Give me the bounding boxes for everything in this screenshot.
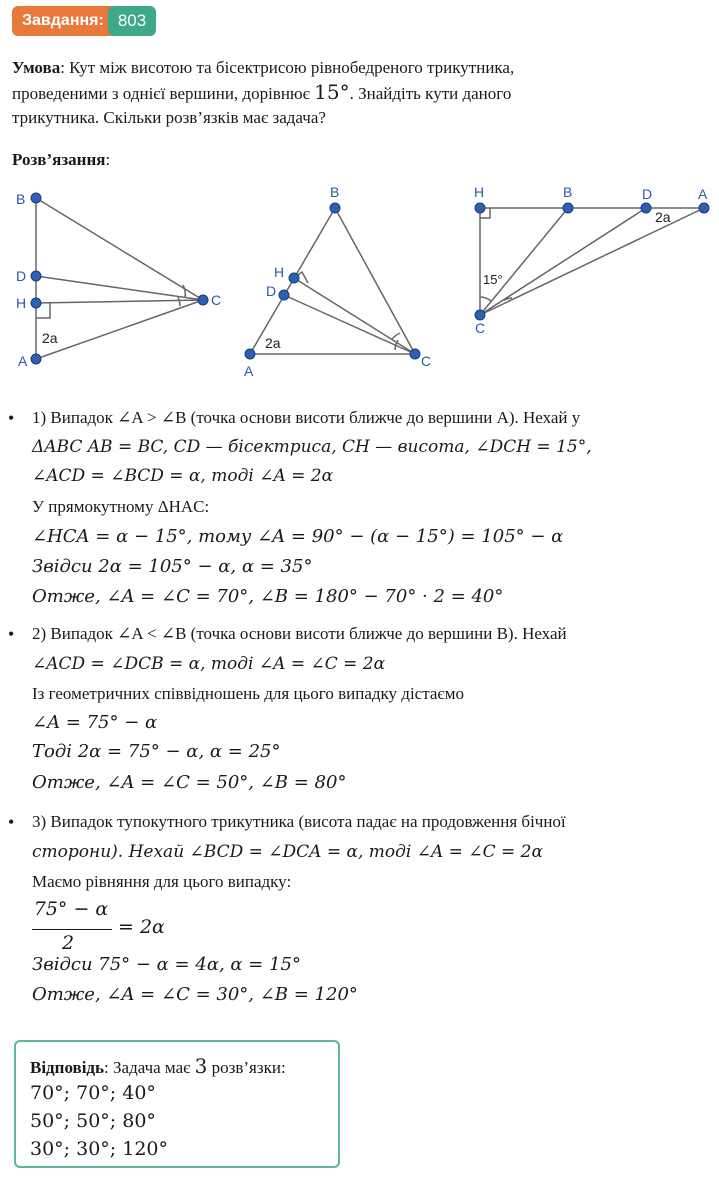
fig3-length: 2a <box>655 209 671 225</box>
answer-text-b: розв’язки: <box>207 1058 286 1077</box>
case3-frac-rhs: = 2α <box>118 916 165 938</box>
fig3-label-d: D <box>642 186 653 202</box>
condition <box>12 56 712 130</box>
answer-box <box>14 1040 340 1168</box>
case3-line-6: Отже, ∠A = ∠C = 30°, ∠B = 120° <box>32 984 358 1005</box>
fig3-angle: 15° <box>483 272 503 287</box>
fig3-label-c: C <box>475 320 486 336</box>
case3-frac-denominator: 2 <box>62 932 75 954</box>
fig1-label-c: C <box>211 292 222 308</box>
condition-text-2a: проведеними з однієї вершини, дорівнює <box>12 84 315 103</box>
fig2-label-d: D <box>266 283 277 299</box>
task-label: Завдання: <box>12 6 112 36</box>
case2-line-3: Із геометричних співвідношень для цього випадку дістаємо <box>32 684 464 703</box>
answer-result-1: 70°; 70°; 40° <box>30 1082 156 1104</box>
case2-line-4: ∠A = 75° − α <box>32 712 158 733</box>
fig1-label-a: A <box>18 353 28 369</box>
case3-frac-bar <box>32 929 112 930</box>
case2-line-6: Отже, ∠A = ∠C = 50°, ∠B = 80° <box>32 772 347 793</box>
case2-line-5: Тоді 2α = 75° − α, α = 25° <box>32 741 281 762</box>
case1-line-1: 1) Випадок ∠A > ∠B (точка основи висоти ближче до вершини A). Нехай у <box>32 408 581 427</box>
answer-text-a: : Задача має <box>104 1058 195 1077</box>
case1-line-6: Звідси 2α = 105° − α, α = 35° <box>32 556 313 577</box>
condition-text-3: трикутника. Скільки розв’язків має задача? <box>12 108 326 127</box>
bullet-1: • <box>8 408 15 428</box>
case2-line-1: 2) Випадок ∠A < ∠B (точка основи висоти ближче до вершини B). Нехай <box>32 624 567 643</box>
case1-line-7: Отже, ∠A = ∠C = 70°, ∠B = 180° − 70° · 2 = 40° <box>32 586 504 607</box>
fig1-label-b: B <box>16 191 26 207</box>
case3-line-3: Маємо рівняння для цього випадку: <box>32 872 292 891</box>
bullet-2: • <box>8 624 15 644</box>
case1-line-5: ∠HCA = α − 15°, тому ∠A = 90° − (α − 15°) = 105° − α <box>32 526 564 547</box>
answer-count: 3 <box>194 1054 208 1078</box>
case3-frac-numerator: 75° − α <box>33 898 109 920</box>
case1-line-4: У прямокутному ΔHAC: <box>32 497 210 516</box>
condition-text-2b: . Знайдіть кути даного <box>349 84 512 103</box>
fig3-label-b: B <box>563 184 573 200</box>
fig2-length: 2a <box>265 335 281 351</box>
condition-text-1: : Кут між висотою та бісектрисою рівнобедреного трикутника, <box>60 58 515 77</box>
fig1-length: 2a <box>42 330 58 346</box>
case3-line-2: сторони). Нехай ∠BCD = ∠DCA = α, тоді ∠A = ∠C = 2α <box>32 842 543 862</box>
answer-label: Відповідь <box>30 1058 105 1077</box>
figure-2 <box>250 208 415 354</box>
task-number: 803 <box>108 6 156 36</box>
fig1-label-h: H <box>16 295 27 311</box>
fig3-label-a: A <box>698 186 708 202</box>
fig3-label-h: H <box>474 184 485 200</box>
case3-line-5: Звідси 75° − α = 4α, α = 15° <box>32 954 301 975</box>
bullet-3: • <box>8 812 15 832</box>
solution-label: Розв’язання <box>12 150 106 169</box>
case3-line-1: 3) Випадок тупокутного трикутника (висота падає на продовження бічної <box>32 812 566 831</box>
case1-line-3: ∠ACD = ∠BCD = α, тоді ∠A = 2α <box>32 466 334 486</box>
case1-line-2: ΔABC AB = BC, CD — бісектриса, CH — висота, ∠DCH = 15°, <box>32 437 592 457</box>
fig2-label-a: A <box>244 363 254 379</box>
fig1-label-d: D <box>16 268 27 284</box>
answer-result-2: 50°; 50°; 80° <box>30 1110 156 1132</box>
task-badge <box>12 6 156 36</box>
answer-result-3: 30°; 30°; 120° <box>30 1138 169 1160</box>
figure-1 <box>36 198 203 359</box>
figures <box>0 180 719 380</box>
condition-angle: 15° <box>314 80 350 104</box>
answer-heading <box>30 1054 286 1078</box>
condition-label: Умова <box>12 58 61 77</box>
solution-heading: Розв’язання: <box>12 150 111 169</box>
fig2-label-c: C <box>421 353 432 369</box>
fig2-label-b: B <box>330 184 340 200</box>
fig2-label-h: H <box>274 264 285 280</box>
case2-line-2: ∠ACD = ∠DCB = α, тоді ∠A = ∠C = 2α <box>32 654 386 674</box>
